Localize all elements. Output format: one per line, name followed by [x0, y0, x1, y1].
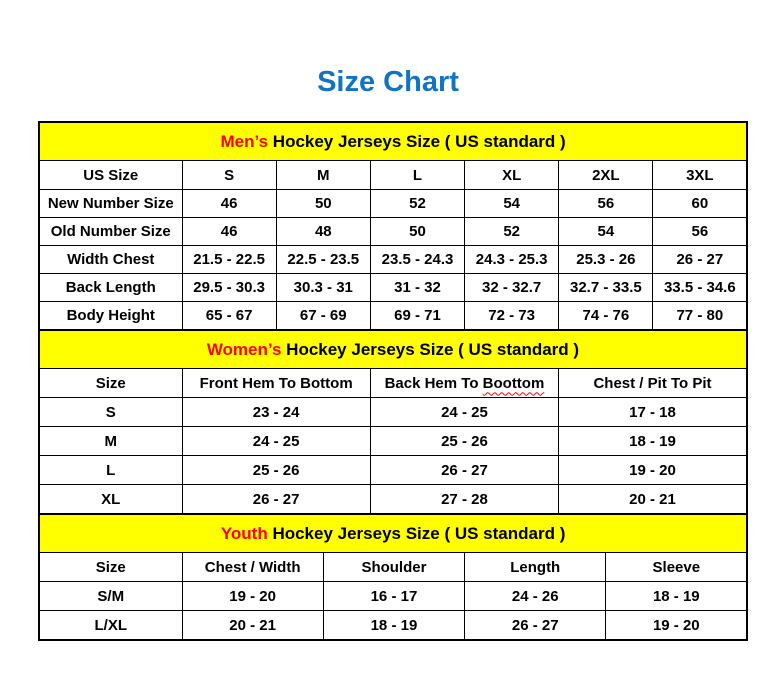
- womens-column-header-row: [39, 369, 747, 398]
- youth-section-accent: Youth: [220, 523, 268, 543]
- womens-section-title: [39, 330, 747, 369]
- mens-size-cell: 21.5 - 22.5: [182, 246, 276, 274]
- womens-table-row: [39, 398, 747, 427]
- youth-size-cell: 20 - 21: [182, 611, 323, 641]
- mens-table-row: [39, 190, 747, 218]
- mens-table-body: [39, 190, 747, 331]
- mens-column-header: M: [276, 161, 370, 190]
- mens-size-cell: 32.7 - 33.5: [559, 274, 653, 302]
- mens-size-cell: 50: [370, 218, 464, 246]
- youth-row-label: L/XL: [39, 611, 182, 641]
- youth-size-cell: 19 - 20: [606, 611, 747, 641]
- mens-column-header-row: [39, 161, 747, 190]
- mens-section-rest: Hockey Jerseys Size ( US standard ): [268, 131, 566, 151]
- mens-size-cell: 23.5 - 24.3: [370, 246, 464, 274]
- womens-size-cell: 27 - 28: [370, 485, 558, 515]
- mens-size-cell: 69 - 71: [370, 302, 464, 331]
- mens-size-cell: 67 - 69: [276, 302, 370, 331]
- womens-section-header-row: [39, 330, 747, 369]
- womens-size-cell: 26 - 27: [182, 485, 370, 515]
- youth-size-cell: 24 - 26: [465, 582, 606, 611]
- page-title: Size Chart: [317, 66, 459, 98]
- mens-size-cell: 72 - 73: [465, 302, 559, 331]
- mens-row-label: Back Length: [39, 274, 182, 302]
- mens-column-header: L: [370, 161, 464, 190]
- womens-size-cell: 17 - 18: [559, 398, 747, 427]
- womens-table-row: [39, 427, 747, 456]
- mens-size-cell: 56: [653, 218, 747, 246]
- mens-size-cell: 60: [653, 190, 747, 218]
- mens-size-cell: 48: [276, 218, 370, 246]
- womens-size-cell: 24 - 25: [182, 427, 370, 456]
- mens-size-cell: 65 - 67: [182, 302, 276, 331]
- mens-table-row: [39, 246, 747, 274]
- womens-column-header: Back Hem To Boottom: [370, 369, 558, 398]
- youth-size-cell: 18 - 19: [606, 582, 747, 611]
- mens-size-cell: 54: [559, 218, 653, 246]
- mens-size-cell: 31 - 32: [370, 274, 464, 302]
- mens-size-table: [38, 121, 748, 331]
- mens-size-cell: 74 - 76: [559, 302, 653, 331]
- youth-column-header: Sleeve: [606, 553, 747, 582]
- mens-column-header: US Size: [39, 161, 182, 190]
- mens-column-header: S: [182, 161, 276, 190]
- mens-section-title: [39, 122, 747, 161]
- womens-row-label: S: [39, 398, 182, 427]
- womens-section-rest: Hockey Jerseys Size ( US standard ): [281, 339, 580, 359]
- womens-size-cell: 25 - 26: [370, 427, 558, 456]
- mens-table-row: [39, 274, 747, 302]
- mens-size-cell: 52: [465, 218, 559, 246]
- mens-row-label: Width Chest: [39, 246, 182, 274]
- womens-table-row: [39, 485, 747, 515]
- youth-table-row: [39, 582, 747, 611]
- womens-column-header: Size: [39, 369, 182, 398]
- womens-size-cell: 19 - 20: [559, 456, 747, 485]
- youth-table-row: [39, 611, 747, 641]
- womens-row-label: L: [39, 456, 182, 485]
- youth-column-header: Chest / Width: [182, 553, 323, 582]
- youth-size-table: [38, 513, 748, 641]
- mens-size-cell: 25.3 - 26: [559, 246, 653, 274]
- womens-table-row: [39, 456, 747, 485]
- womens-size-cell: 20 - 21: [559, 485, 747, 515]
- womens-size-cell: 24 - 25: [370, 398, 558, 427]
- size-tables: [38, 121, 746, 641]
- mens-column-header: 2XL: [559, 161, 653, 190]
- mens-table-row: [39, 302, 747, 331]
- womens-table-body: [39, 398, 747, 515]
- youth-column-header: Length: [465, 553, 606, 582]
- womens-section-accent: Women’s: [206, 339, 282, 359]
- youth-size-cell: 18 - 19: [323, 611, 464, 641]
- womens-row-label: M: [39, 427, 182, 456]
- mens-size-cell: 32 - 32.7: [465, 274, 559, 302]
- womens-size-table: [38, 329, 748, 515]
- youth-row-label: S/M: [39, 582, 182, 611]
- youth-column-header: Shoulder: [323, 553, 464, 582]
- womens-size-cell: 23 - 24: [182, 398, 370, 427]
- womens-column-header: Chest / Pit To Pit: [559, 369, 747, 398]
- youth-table-body: [39, 582, 747, 641]
- mens-size-cell: 50: [276, 190, 370, 218]
- mens-row-label: Old Number Size: [39, 218, 182, 246]
- womens-row-label: XL: [39, 485, 182, 515]
- womens-column-header: Front Hem To Bottom: [182, 369, 370, 398]
- youth-section-title: [39, 514, 747, 553]
- mens-size-cell: 24.3 - 25.3: [465, 246, 559, 274]
- mens-row-label: Body Height: [39, 302, 182, 331]
- mens-size-cell: 46: [182, 190, 276, 218]
- youth-size-cell: 26 - 27: [465, 611, 606, 641]
- youth-section-rest: Hockey Jerseys Size ( US standard ): [267, 523, 566, 543]
- womens-size-cell: 25 - 26: [182, 456, 370, 485]
- mens-size-cell: 26 - 27: [653, 246, 747, 274]
- mens-size-cell: 46: [182, 218, 276, 246]
- mens-column-header: 3XL: [653, 161, 747, 190]
- youth-column-header-row: [39, 553, 747, 582]
- mens-size-cell: 56: [559, 190, 653, 218]
- youth-size-cell: 19 - 20: [182, 582, 323, 611]
- mens-size-cell: 52: [370, 190, 464, 218]
- womens-size-cell: 26 - 27: [370, 456, 558, 485]
- mens-table-row: [39, 218, 747, 246]
- mens-size-cell: 29.5 - 30.3: [182, 274, 276, 302]
- mens-column-header: XL: [465, 161, 559, 190]
- youth-size-cell: 16 - 17: [323, 582, 464, 611]
- womens-size-cell: 18 - 19: [559, 427, 747, 456]
- mens-size-cell: 22.5 - 23.5: [276, 246, 370, 274]
- misspelled-word: Boottom: [482, 374, 545, 392]
- youth-section-header-row: [39, 514, 747, 553]
- youth-column-header: Size: [39, 553, 182, 582]
- mens-row-label: New Number Size: [39, 190, 182, 218]
- mens-size-cell: 33.5 - 34.6: [653, 274, 747, 302]
- mens-section-header-row: [39, 122, 747, 161]
- mens-size-cell: 54: [465, 190, 559, 218]
- mens-size-cell: 30.3 - 31: [276, 274, 370, 302]
- mens-section-accent: Men’s: [220, 131, 269, 151]
- mens-size-cell: 77 - 80: [653, 302, 747, 331]
